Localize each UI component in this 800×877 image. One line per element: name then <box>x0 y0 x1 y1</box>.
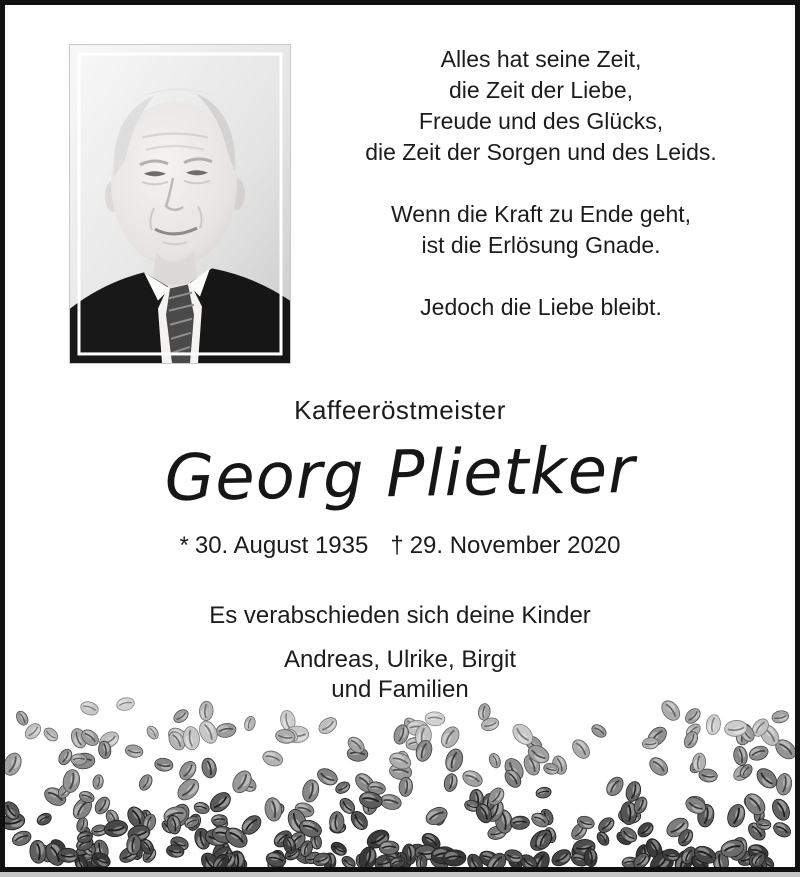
profession-title: Kaffeeröstmeister <box>294 395 506 425</box>
death-cross-symbol: † <box>390 532 404 559</box>
announcement-block <box>5 393 795 705</box>
portrait-image <box>70 45 290 363</box>
poem-line: Wenn die Kraft zu Ende geht, <box>390 201 692 227</box>
poem-line: Alles hat seine Zeit, <box>440 46 642 72</box>
birth-star-symbol: * <box>179 532 189 559</box>
families-line: und Familien <box>331 676 469 703</box>
children-names: Andreas, Ulrike, Birgit <box>283 646 517 673</box>
poem-line <box>335 168 747 199</box>
poem-line <box>335 261 747 292</box>
portrait-photo <box>70 45 290 363</box>
birth-date: 30. August 1935 <box>194 532 369 559</box>
poem-line: die Zeit der Sorgen und des Leids. <box>365 139 717 165</box>
poem-line: die Zeit der Liebe, <box>448 77 634 103</box>
farewell-line: Es verabschieden sich deine Kinder <box>209 602 591 629</box>
poem-line: Freude und des Glücks, <box>418 108 664 134</box>
death-date: 29. November 2020 <box>409 532 621 559</box>
coffee-beans-image <box>5 695 795 867</box>
life-dates <box>5 531 795 561</box>
poem-line: ist die Erlösung Gnade. <box>421 232 661 258</box>
memorial-poem <box>335 44 747 323</box>
poem-line: Jedoch die Liebe bleibt. <box>420 294 662 320</box>
coffee-beans-decoration <box>5 695 795 867</box>
deceased-name: Georg Plietker <box>163 433 637 517</box>
